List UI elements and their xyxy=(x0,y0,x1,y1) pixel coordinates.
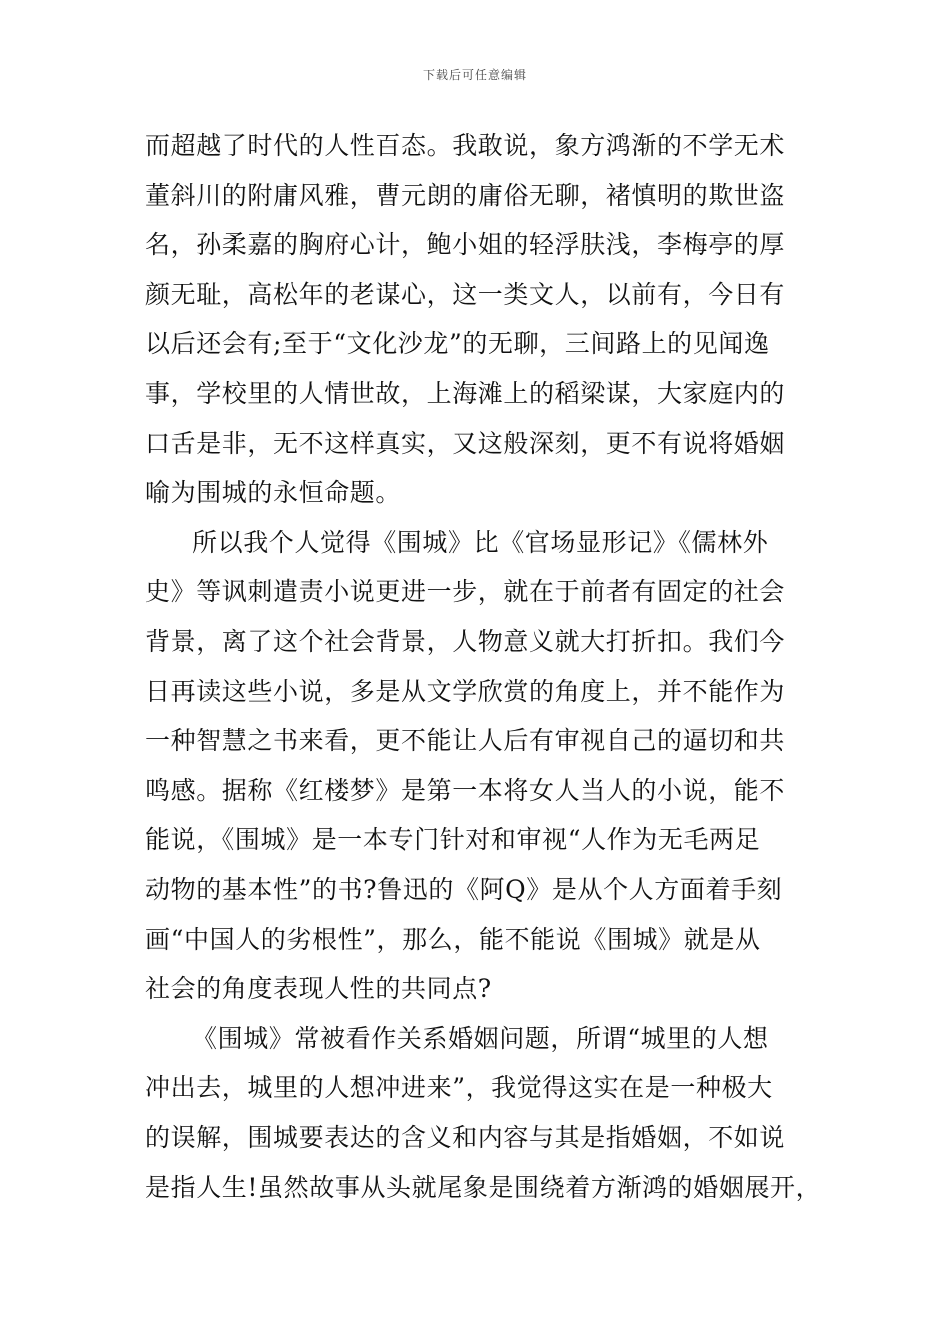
text-line: 而超越了时代的人性百态。我敢说，象方鸿渐的不学无术 xyxy=(145,131,786,160)
text-line: 的误解，围城要表达的含义和内容与其是指婚姻，不如说 xyxy=(145,1123,786,1152)
text-line: 社会的角度表现人性的共同点? xyxy=(145,974,492,1004)
text-line: 颜无耻，高松年的老谋心，这一类文人，以前有，今日有 xyxy=(145,279,786,309)
text-line: 鸣感。据称《红楼梦》是第一本将女人当人的小说，能不 xyxy=(145,775,786,805)
text-line: 喻为围城的永恒命题。 xyxy=(145,478,402,508)
text-line: 画“中国人的劣根性”，那么，能不能说《围城》就是从 xyxy=(145,924,761,954)
page-header-note: 下载后可任意编辑 xyxy=(422,68,527,82)
text-line: 史》等讽刺遣责小说更进一步，就在于前者有固定的社会 xyxy=(145,577,786,607)
text-line: 能说，《围城》是一本专门针对和审视“人作为无毛两足 xyxy=(145,825,761,855)
text-line: 日再读这些小说，多是从文学欣赏的角度上，并不能作为 xyxy=(145,676,786,706)
text-line: 背景，离了这个社会背景，人物意义就大打折扣。我们今 xyxy=(145,627,786,656)
text-line: 是指人生!虽然故事从头就尾象是围绕着方渐鸿的婚姻展开， xyxy=(145,1172,822,1202)
paragraph-first-line: 所以我个人觉得《围城》比《官场显形记》《儒林外 xyxy=(192,527,769,557)
text-line: 名，孙柔嘉的胸府心计，鲍小姐的轻浮肤浅，李梅亭的厚 xyxy=(145,230,786,260)
text-line: 事，学校里的人情世故，上海滩上的稻梁谋，大家庭内的 xyxy=(145,379,786,408)
text-line: 冲出去，城里的人想冲进来”，我觉得这实在是一种极大 xyxy=(145,1073,773,1103)
paragraph-first-line: 《围城》常被看作关系婚姻问题，所谓“城里的人想 xyxy=(192,1023,769,1053)
text-line: 口舌是非，无不这样真实，又这般深刻，更不有说将婚姻 xyxy=(145,428,786,458)
text-line: 以后还会有;至于“文化沙龙”的无聊，三间路上的见闻逸 xyxy=(145,329,770,359)
text-line: 一种智慧之书来看，更不能让人后有审视自己的逼切和共 xyxy=(145,726,786,756)
text-line: 动物的基本性”的书?鲁迅的《阿Q》是从个人方面着手刻 xyxy=(145,875,783,904)
text-line: 董斜川的附庸风雅，曹元朗的庸俗无聊，褚慎明的欺世盗 xyxy=(145,180,786,210)
